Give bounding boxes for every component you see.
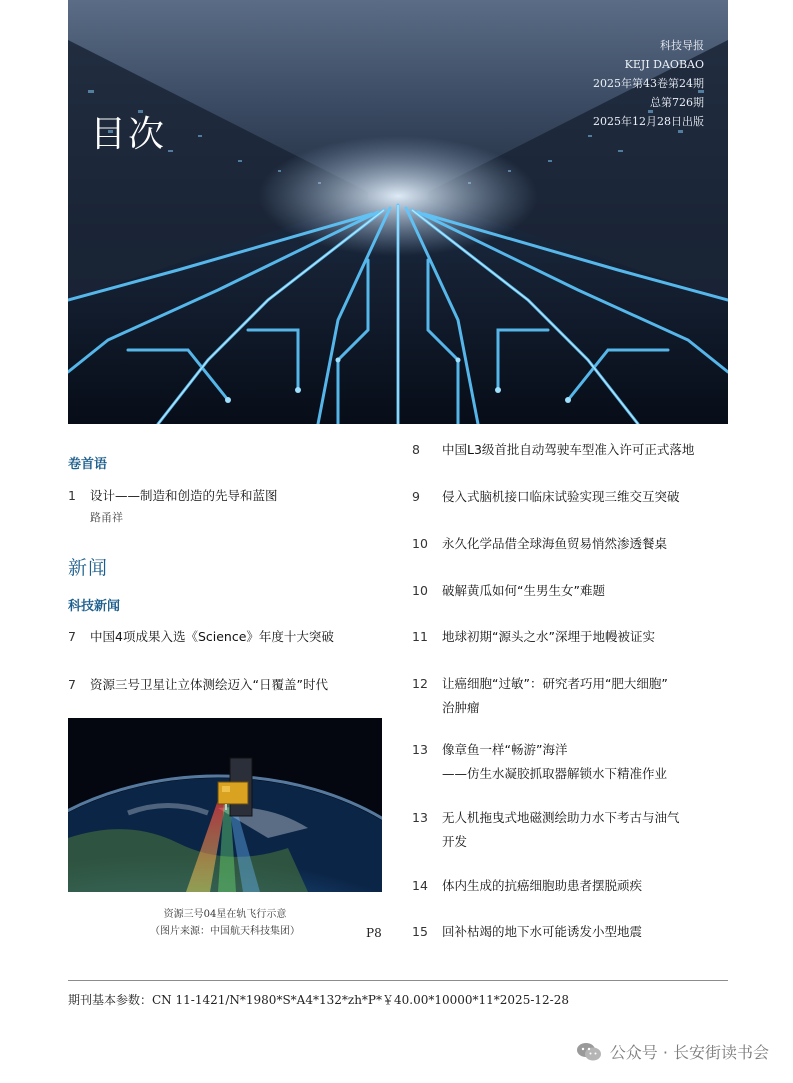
journal-parameters: 期刊基本参数：CN 11-1421/N*1980*S*A4*132*zh*P*￥40.00*10000*11*2025-12-28: [68, 993, 569, 1007]
entry-title-line2: 治肿瘤: [442, 700, 480, 715]
entry-page: 7: [68, 677, 76, 692]
entry-title: 让癌细胞“过敏”：研究者巧用“肥大细胞”: [442, 676, 668, 691]
total-issue: 总第726期: [650, 96, 704, 109]
footer-divider: [68, 980, 728, 981]
entry-title: 地球初期“源头之水”深埋于地幔被证实: [442, 629, 655, 644]
caption-line-1: 资源三号04星在轨飞行示意: [163, 909, 287, 920]
journal-name-en: KEJI DAOBAO: [624, 58, 704, 71]
wechat-icon: [576, 1042, 602, 1062]
entry-page: 13: [412, 810, 428, 825]
watermark: [576, 1040, 769, 1063]
entry-page: 13: [412, 742, 428, 757]
entry-title: 无人机拖曳式地磁测绘助力水下考古与油气: [442, 810, 680, 825]
hero-banner: [68, 0, 728, 424]
entry-page: 9: [412, 489, 420, 504]
entry-title: 像章鱼一样“畅游”海洋: [442, 742, 568, 757]
satellite-figure: [68, 718, 382, 892]
entry-title: 破解黄瓜如何“生男生女”难题: [442, 583, 605, 598]
page-title: 目次: [90, 114, 167, 155]
entry-title: 体内生成的抗癌细胞助患者摆脱顽疾: [442, 878, 643, 893]
entry-page: 11: [412, 629, 428, 644]
entry-title-line2: 开发: [442, 834, 468, 849]
entry-title: 永久化学品借全球海鱼贸易悄然渗透餐桌: [442, 536, 668, 551]
entry-title: 中国4项成果入选《Science》年度十大突破: [90, 629, 334, 644]
satellite-over-earth-illustration: [68, 718, 382, 892]
entry-author: 路甬祥: [90, 511, 123, 524]
figure-caption: [68, 906, 382, 940]
entry-title: 回补枯竭的地下水可能诱发小型地震: [442, 924, 643, 939]
section-heading-preface: 卷首语: [68, 457, 108, 472]
entry-page: 14: [412, 878, 428, 893]
journal-name-cn: 科技导报: [660, 39, 704, 52]
entry-page: 7: [68, 629, 76, 644]
watermark-text: 公众号 · 长安街读书会: [609, 1043, 769, 1062]
figure-page-ref[interactable]: P8: [366, 926, 382, 940]
volume-issue: 2025年第43卷第24期: [593, 77, 704, 90]
publication-date: 2025年12月28日出版: [593, 115, 704, 128]
entry-page: 10: [412, 583, 428, 598]
category-heading-news: 新闻: [68, 557, 109, 579]
caption-line-2: （图片来源：中国航天科技集团）: [150, 926, 300, 937]
entry-title: 资源三号卫星让立体测绘迈入“日覆盖”时代: [90, 677, 328, 692]
entry-title: 侵入式脑机接口临床试验实现三维交互突破: [442, 489, 680, 504]
section-heading-tech-news: 科技新闻: [68, 599, 121, 614]
masthead: [593, 36, 704, 131]
entry-page: 10: [412, 536, 428, 551]
entry-page: 8: [412, 442, 420, 457]
entry-page: 15: [412, 924, 428, 939]
entry-title-line2: ——仿生水凝胶抓取器解锁水下精准作业: [442, 766, 668, 781]
entry-title: 设计——制造和创造的先导和蓝图: [90, 488, 278, 503]
entry-page: 1: [68, 488, 76, 503]
entry-title: 中国L3级首批自动驾驶车型准入许可正式落地: [442, 442, 695, 457]
entry-page: 12: [412, 676, 428, 691]
